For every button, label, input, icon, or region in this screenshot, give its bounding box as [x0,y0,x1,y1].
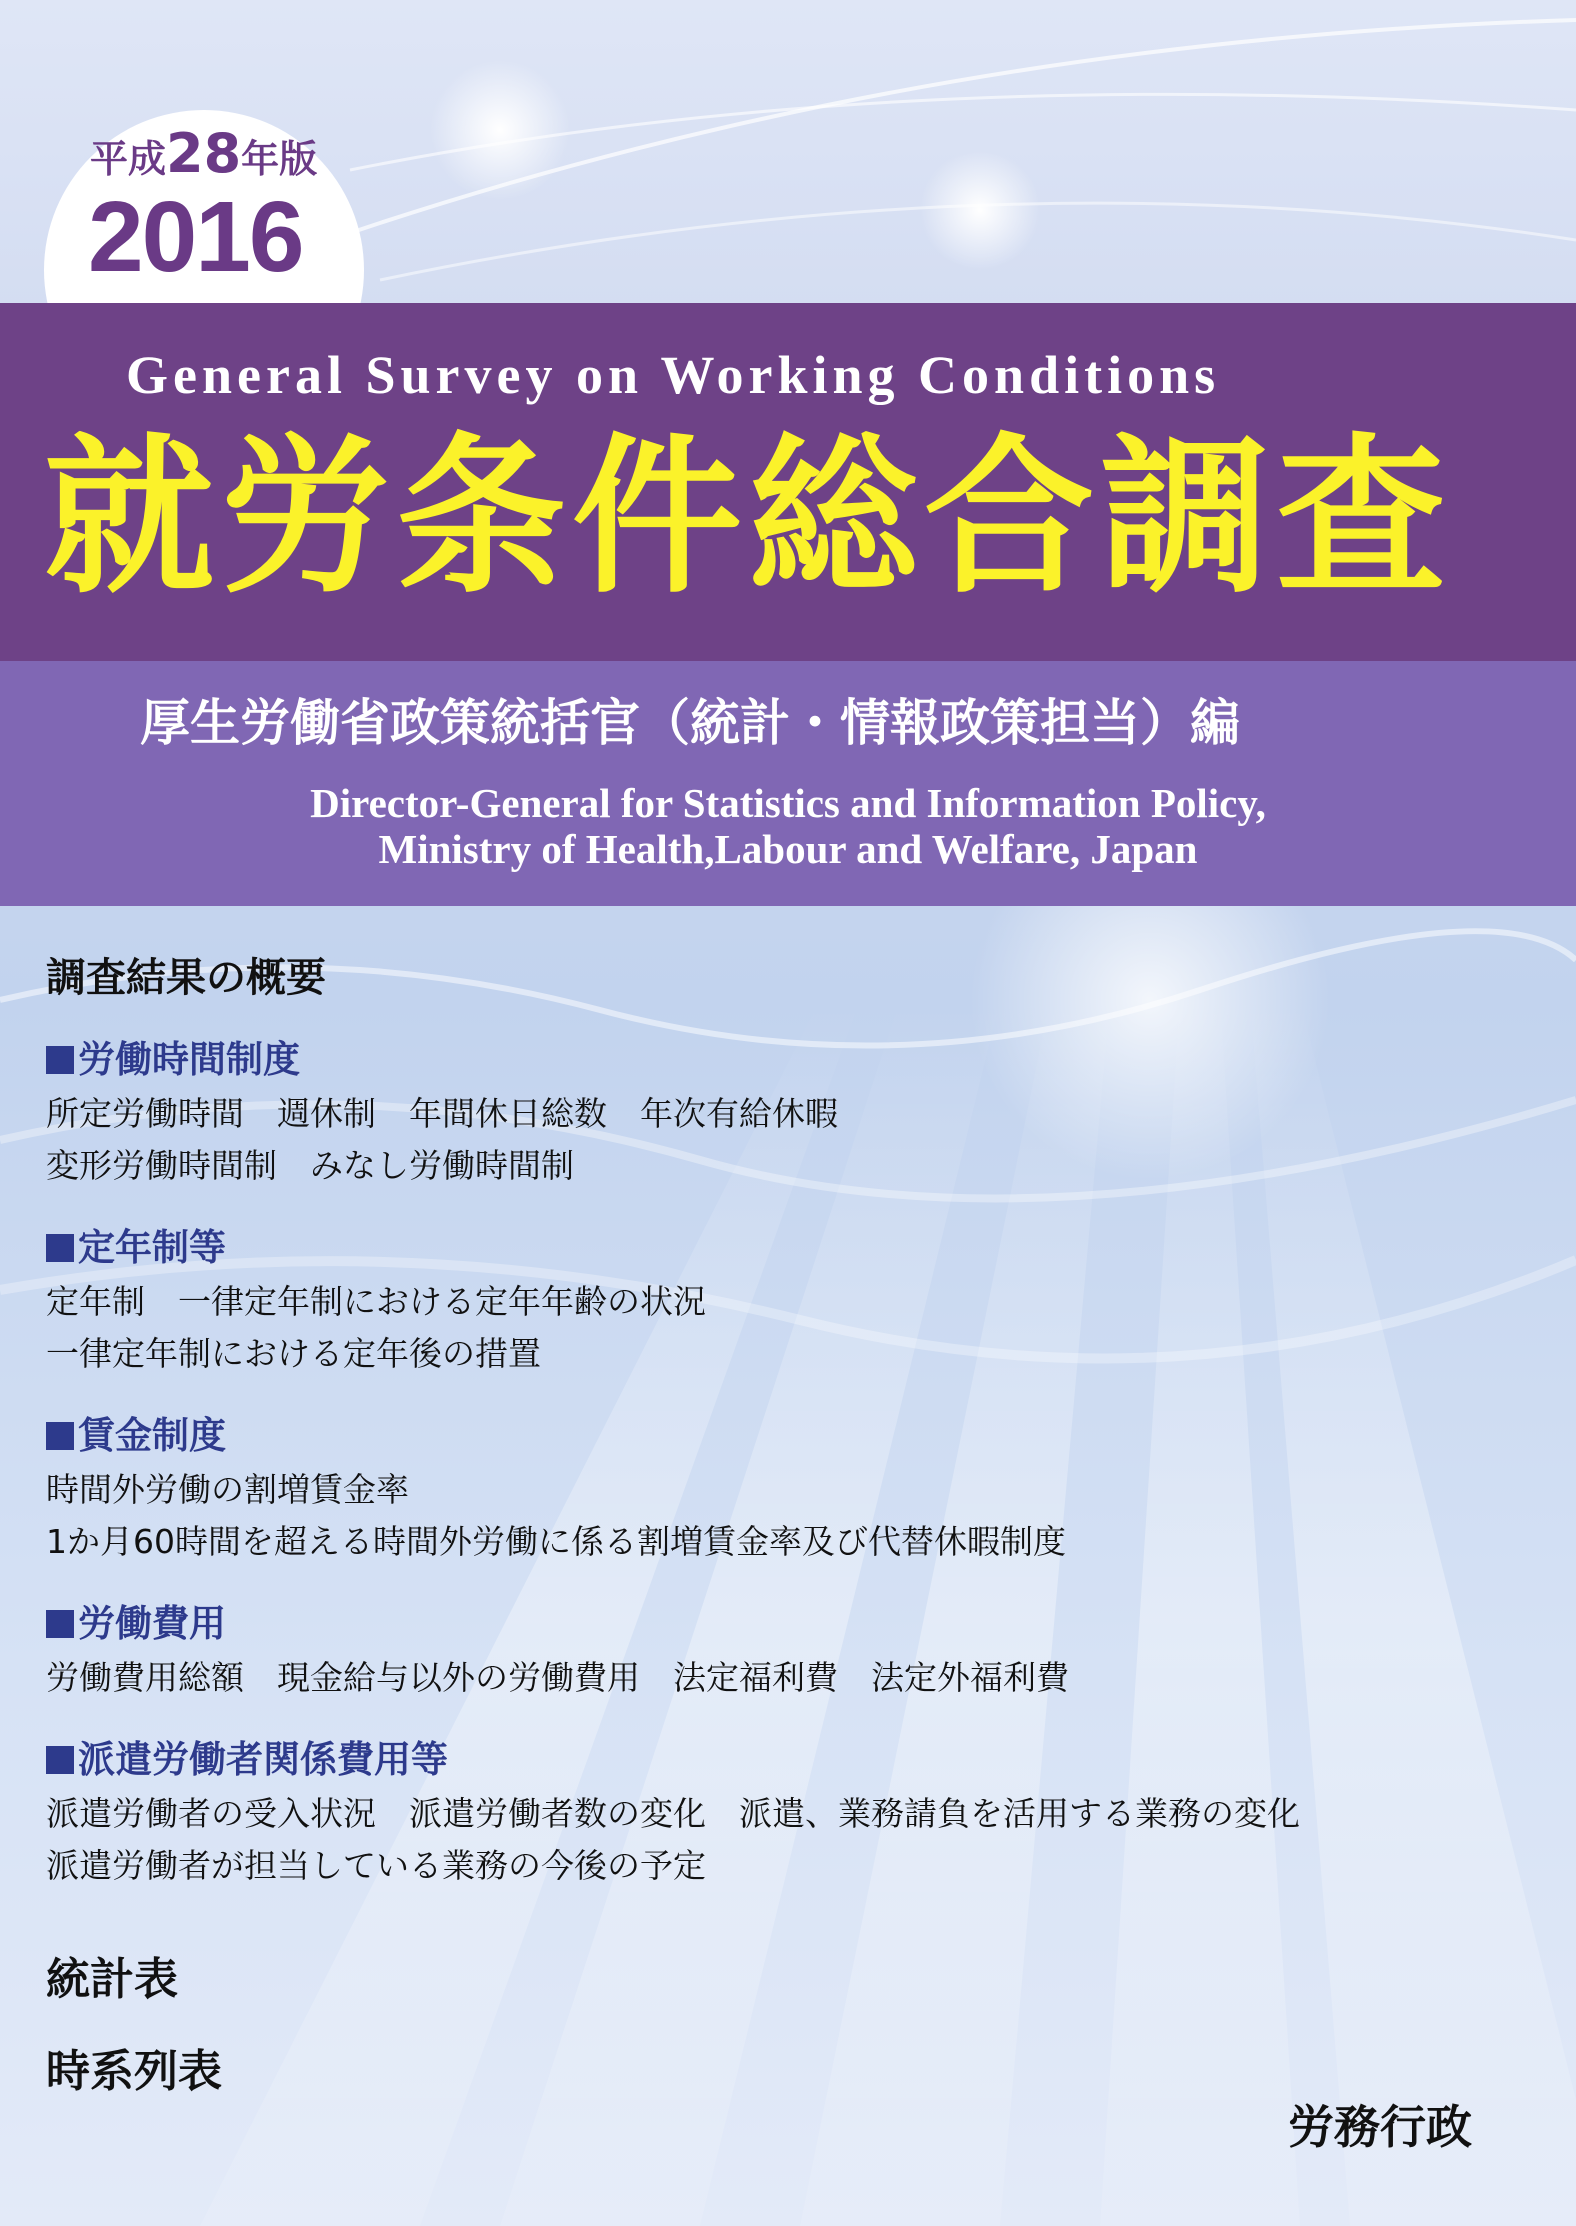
section-heading-text: 派遣労働者関係費用等 [78,1738,448,1781]
contents-list [46,950,1526,1924]
section-heading-text: 労働時間制度 [78,1038,300,1081]
contents-heading: 調査結果の概要 [46,955,326,1001]
contents-section [46,1600,1526,1704]
contents-section [46,1224,1526,1380]
section-heading [46,1412,1526,1460]
title-english: General Survey on Working Conditions [126,345,1221,405]
section-heading-text: 定年制等 [78,1226,226,1269]
section-heading [46,1036,1526,1084]
contents-section [46,1736,1526,1892]
section-heading [46,1736,1526,1784]
time-series-tables-heading: 時系列表 [46,2046,222,2097]
square-bullet-icon [46,1234,74,1262]
statistical-tables-heading: 統計表 [46,1954,178,2005]
edition-era [90,122,318,185]
title-japanese: 就労条件総合調査 [44,419,1453,617]
era-number: 28 [166,122,242,185]
era-prefix: 平成 [90,137,167,181]
square-bullet-icon [46,1422,74,1450]
section-line: 変形労働時間制 みなし労働時間制 [46,1146,574,1185]
section-line: 定年制 一律定年制における定年年齢の状況 [46,1282,706,1321]
section-line: 1か月60時間を超える時間外労働に係る割増賃金率及び代替休暇制度 [46,1522,1066,1561]
section-line: 時間外労働の割増賃金率 [46,1470,409,1509]
square-bullet-icon [46,1610,74,1638]
section-heading [46,1600,1526,1648]
section-heading [46,1224,1526,1272]
era-suffix: 年版 [241,137,318,181]
section-heading-text: 労働費用 [78,1602,226,1645]
section-line: 所定労働時間 週休制 年間休日総数 年次有給休暇 [46,1094,838,1133]
section-line: 派遣労働者が担当している業務の今後の予定 [46,1846,706,1885]
edition-year: 2016 [88,181,303,293]
editor-english-line2: Ministry of Health,Labour and Welfare, Japan [378,826,1198,872]
square-bullet-icon [46,1746,74,1774]
contents-section [46,1412,1526,1568]
section-heading-text: 賃金制度 [78,1414,226,1457]
contents-section [46,1036,1526,1192]
editor-english [0,780,1576,872]
section-line: 派遣労働者の受入状況 派遣労働者数の変化 派遣、業務請負を活用する業務の変化 [46,1794,1300,1833]
publisher-name: 労務行政 [1288,2100,1472,2154]
square-bullet-icon [46,1046,74,1074]
editor-japanese: 厚生労働省政策統括官（統計・情報政策担当）編 [140,694,1240,752]
editor-english-line1: Director-General for Statistics and Information Policy, [310,780,1266,826]
section-line: 一律定年制における定年後の措置 [46,1334,541,1373]
section-line: 労働費用総額 現金給与以外の労働費用 法定福利費 法定外福利費 [46,1658,1069,1697]
